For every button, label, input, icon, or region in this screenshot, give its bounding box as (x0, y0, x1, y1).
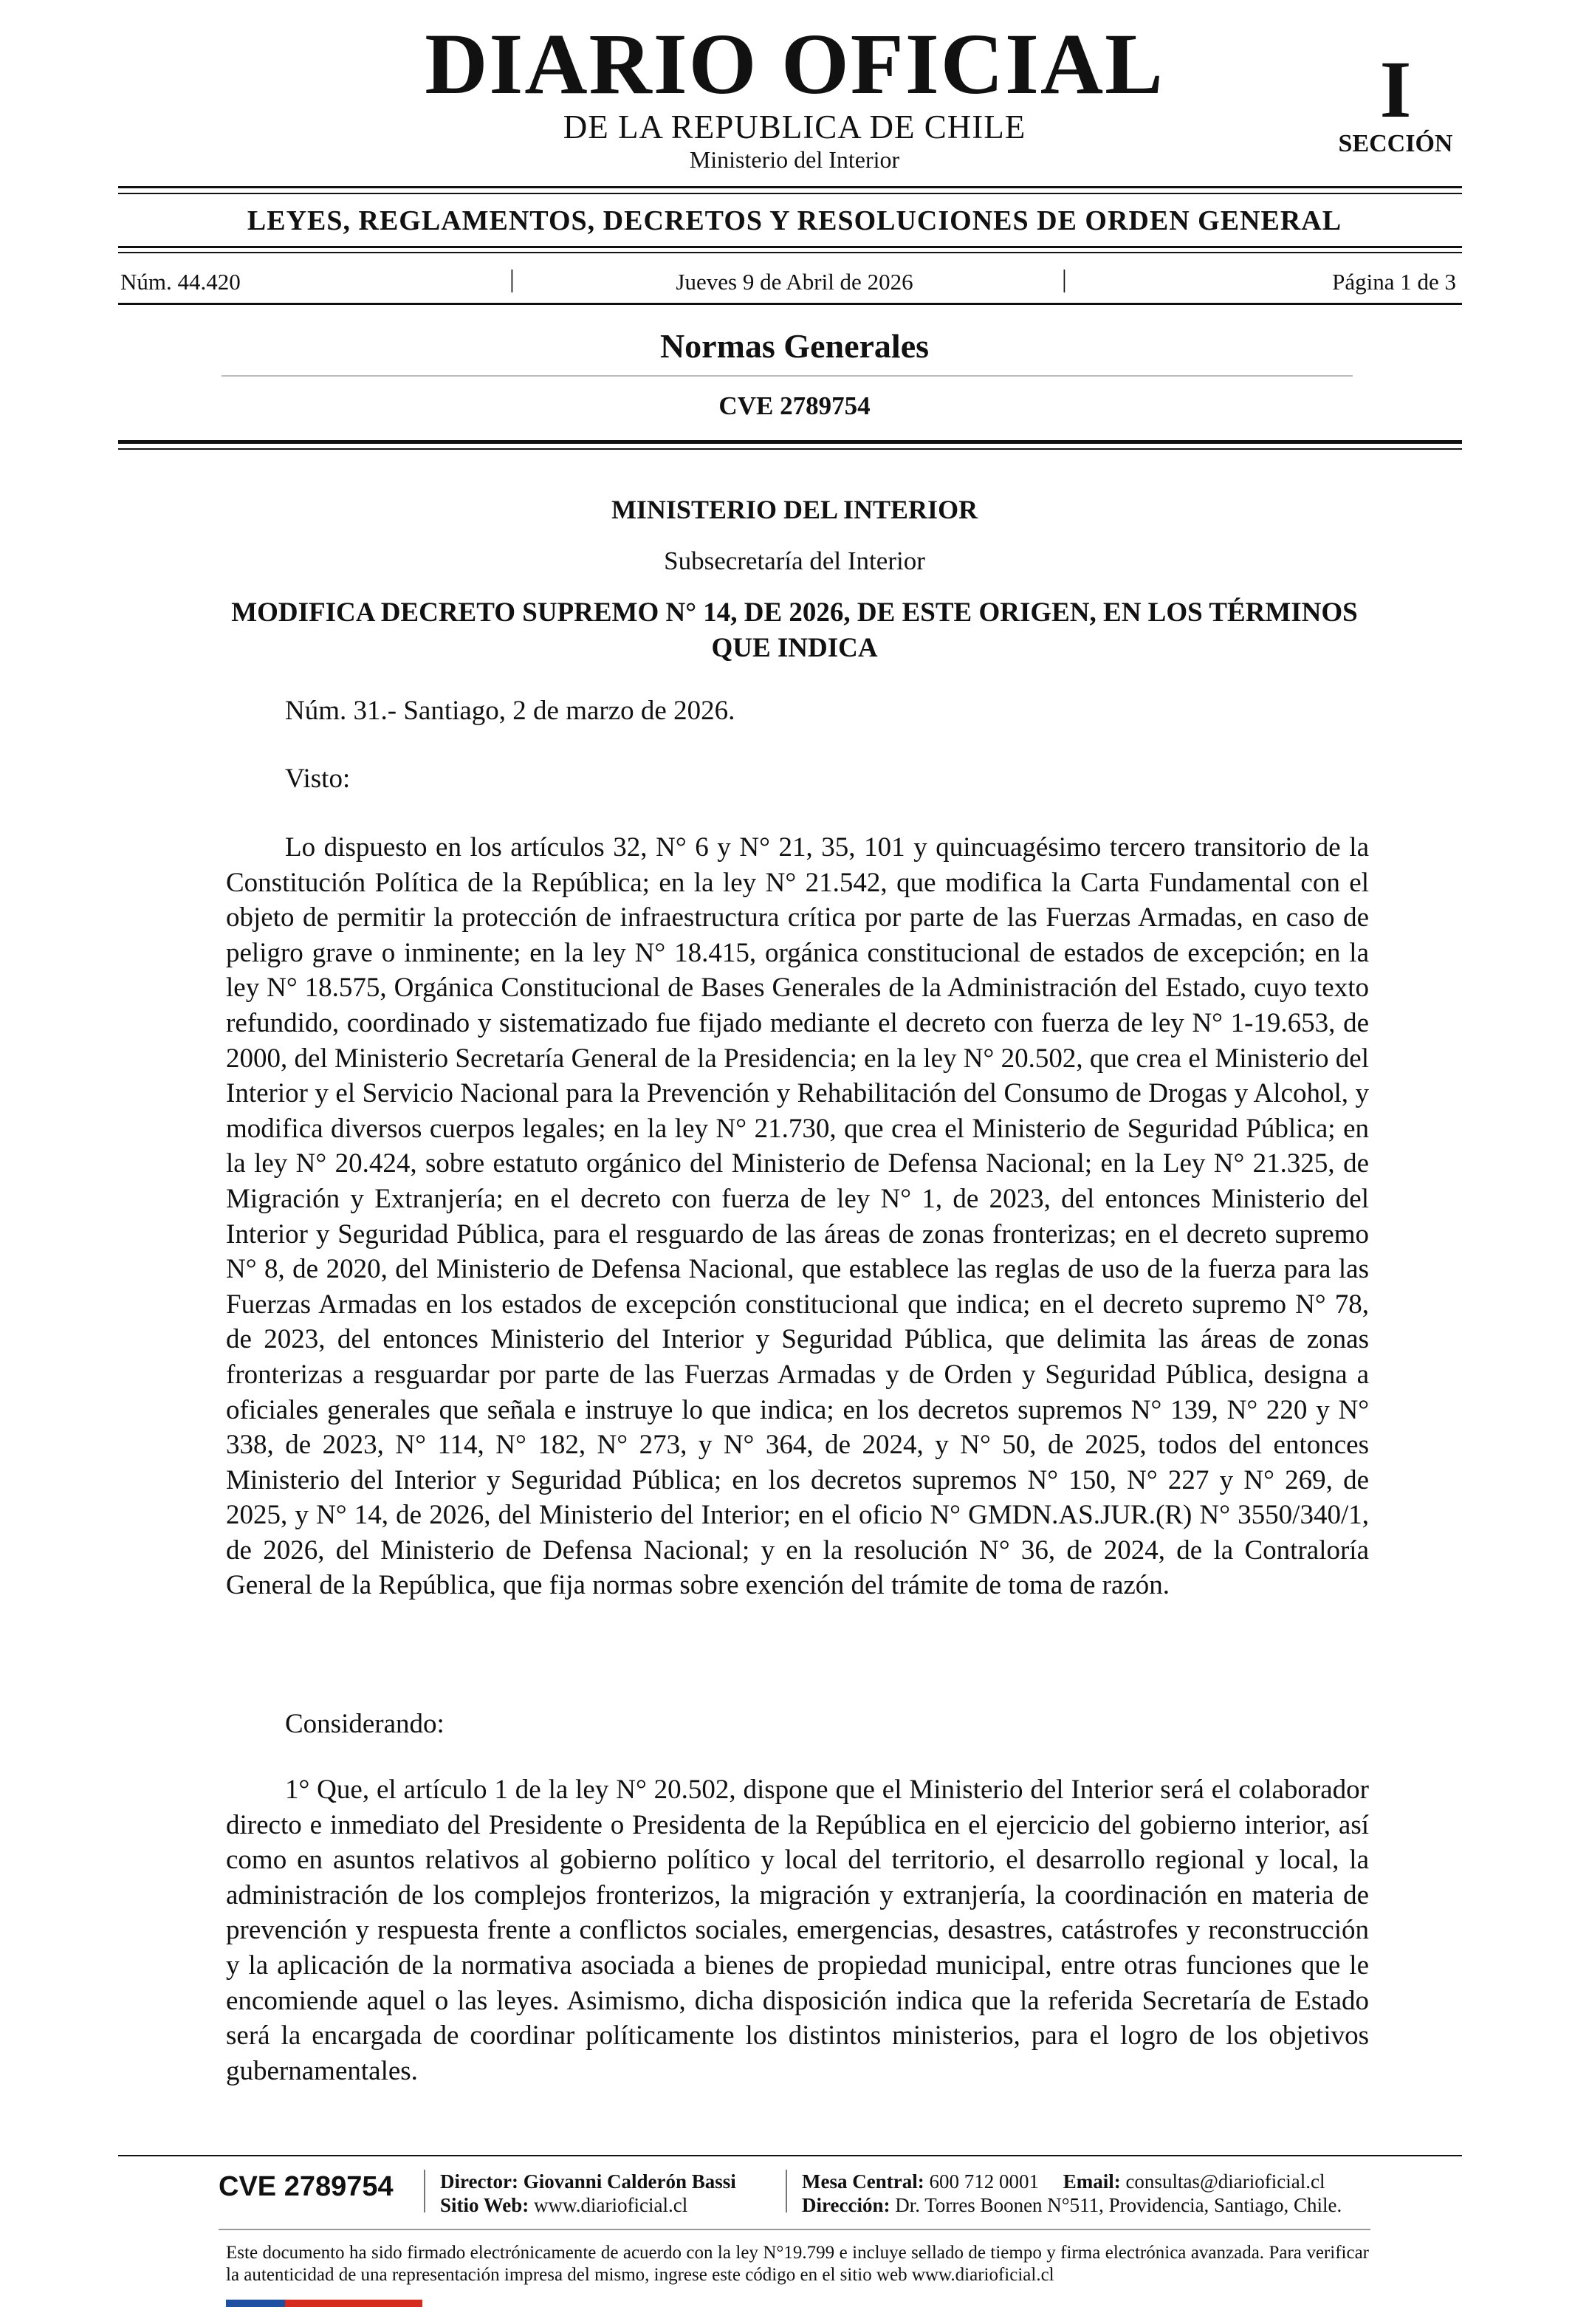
masthead-rule-top (118, 186, 1462, 188)
masthead-ministry: Ministerio del Interior (689, 146, 900, 173)
footer-mesa-phone: 600 712 0001 (929, 2170, 1039, 2193)
banner-rule-top (118, 246, 1462, 248)
masthead-rule-bottom (118, 193, 1462, 194)
issue-number: Núm. 44.420 (120, 269, 241, 295)
masthead-subtitle: DE LA REPUBLICA DE CHILE (563, 109, 1026, 145)
footer-director (440, 2172, 736, 2192)
footer-email-label: Email: (1063, 2170, 1121, 2193)
flag-stripe-blue (226, 2300, 285, 2307)
masthead-title: DIARIO OFICIAL (425, 16, 1164, 112)
issue-page: Página 1 de 3 (1332, 269, 1456, 295)
footer-cve-code: CVE 2789754 (219, 2171, 394, 2202)
issue-separator: | (1062, 266, 1067, 293)
section-heading-divider (222, 375, 1353, 377)
footer-director-name: Giovanni Calderón Bassi (523, 2170, 736, 2193)
footer-address (802, 2196, 1342, 2215)
header-rule-thick (118, 440, 1462, 444)
footer-rule (118, 2155, 1462, 2156)
banner-rule-bottom (118, 252, 1462, 253)
cve-code: CVE 2789754 (718, 391, 871, 420)
document-subsecretaria: Subsecretaría del Interior (664, 546, 925, 575)
decree-title: MODIFICA DECRETO SUPREMO N° 14, DE 2026, DE ESTE ORIGEN, EN LOS TÉRMINOS QUE INDICA (231, 597, 1358, 663)
footer-divider (424, 2170, 425, 2212)
visto-paragraph: Lo dispuesto en los artículos 32, N° 6 y N° 21, 35, 101 y quincuagésimo tercero transitorio de la Constitución Política de la República; en la ley N° 21.542, que modifica la Carta Fundamental con el objeto de permitir la protección de infraestructura crítica por parte de las Fuerzas Armadas, en caso de peligro grave o inminente; en la ley N° 18.415, orgánica constitucional de estados de excepción; en la ley N° 18.575, Orgánica Constitucional de Bases Generales de la Administración del Estado, cuyo texto refundido, coordinado y sistematizado fue fijado mediante el decreto con fuerza de ley N° 1-19.653, de 2000, del Ministerio Secretaría General de la Presidencia; en la ley N° 20.502, que crea el Ministerio del Interior y el Servicio Nacional para la Prevención y Rehabilitación del Consumo de Drogas y Alcohol, y modifica diversos cuerpos legales; en la ley N° 21.730, que crea el Ministerio de Seguridad Pública; en la ley N° 20.424, sobre estatuto orgánico del Ministerio de Defensa Nacional; en la Ley N° 21.325, de Migración y Extranjería; en el decreto con fuerza de ley N° 1, de 2023, del entonces Ministerio del Interior y Seguridad Pública, para el resguardo de las áreas de zonas fronterizas; en el decreto supremo N° 8, de 2020, del Ministerio de Defensa Nacional, que establece las reglas de uso de la fuerza para las Fuerzas Armadas en los estados de excepción constitucional que indica; en el decreto supremo N° 78, de 2023, del entonces Ministerio del Interior y Seguridad Pública, que delimita las áreas de zonas fronterizas a resguardar por parte de las Fuerzas Armadas y de Orden y Seguridad Pública, designa a oficiales generales que señala e instruye lo que indica; en los decretos supremos N° 139, N° 220 y N° 338, de 2023, N° 114, N° 182, N° 273, y N° 364, de 2024, y N° 50, de 2025, todos del entonces Ministerio del Interior y Seguridad Pública; en los decretos supremos N° 150, N° 227 y N° 269, de 2025, y N° 14, de 2026, del Ministerio del Interior; en el oficio N° GMDN.AS.JUR.(R) N° 3550/340/1, de 2026, del Ministerio de Defensa Nacional; y en la resolución N° 36, de 2024, de la Contraloría General de la República, que fija normas sobre exención del trámite de toma de razón. (226, 832, 1369, 1601)
section-label: SECCIÓN (1338, 130, 1453, 157)
footer-director-label: Director: (440, 2170, 518, 2193)
issue-date: Jueves 9 de Abril de 2026 (676, 269, 913, 295)
header-rule-thin (118, 448, 1462, 450)
considerando-paragraph: 1° Que, el artículo 1 de la ley N° 20.502, dispone que el Ministerio del Interior será el colaborador directo e inmediato del Presidente o Presidenta de la República en el ejercicio del gobierno interior, así como en asuntos relativos al gobierno político y local del territorio, el desarrollo regional y local, la administración de los complejos fronterizos, la migración y extranjería, la coordinación en materia de prevención y respuesta frente a conflictos sociales, emergencias, desastres, catástrofes y reconstrucción y la aplicación de la normativa asociada a bienes de propiedad municipal, entre otras funciones que le encomiende aquel o las leyes. Asimismo, dicha disposición indica que la referida Secretaría de Estado será la encargada de coordinar políticamente los distintos ministerios, para el logro de los objetivos gubernamentales. (226, 1775, 1369, 2086)
considerando-heading: Considerando: (285, 1709, 445, 1739)
visto-heading: Visto: (285, 764, 351, 794)
footer-note: Este documento ha sido firmado electrónicamente de acuerdo con la ley N°19.799 e incluye sellado de tiempo y firma electrónica avanzada. Para verificar la autenticidad de una representación impresa del mismo, ingrese este código en el sitio web www.diarioficial.cl (226, 2243, 1369, 2285)
footer-email-link[interactable]: consultas@diarioficial.cl (1125, 2170, 1325, 2193)
footer-website-label: Sitio Web: (440, 2194, 529, 2216)
footer-contact (802, 2172, 1325, 2192)
section-heading: Normas Generales (659, 327, 930, 365)
footer-mesa-label: Mesa Central: (802, 2170, 924, 2193)
flag-stripe-red (285, 2300, 422, 2307)
footer-address-text: Dr. Torres Boonen N°511, Providencia, Santiago, Chile. (895, 2194, 1342, 2216)
section-numeral: I (1379, 44, 1412, 134)
law-banner: LEYES, REGLAMENTOS, DECRETOS Y RESOLUCIONES DE ORDEN GENERAL (247, 205, 1342, 236)
footer-website-link[interactable]: www.diarioficial.cl (534, 2194, 688, 2216)
footer-divider (786, 2170, 787, 2212)
decree-number-line: Núm. 31.- Santiago, 2 de marzo de 2026. (285, 696, 735, 726)
document-ministry: MINISTERIO DEL INTERIOR (611, 495, 978, 524)
footer-website (440, 2196, 687, 2215)
footer-note-divider (219, 2229, 1370, 2230)
footer-address-label: Dirección: (802, 2194, 890, 2216)
issue-separator: | (509, 266, 515, 293)
issue-rule (118, 303, 1462, 305)
